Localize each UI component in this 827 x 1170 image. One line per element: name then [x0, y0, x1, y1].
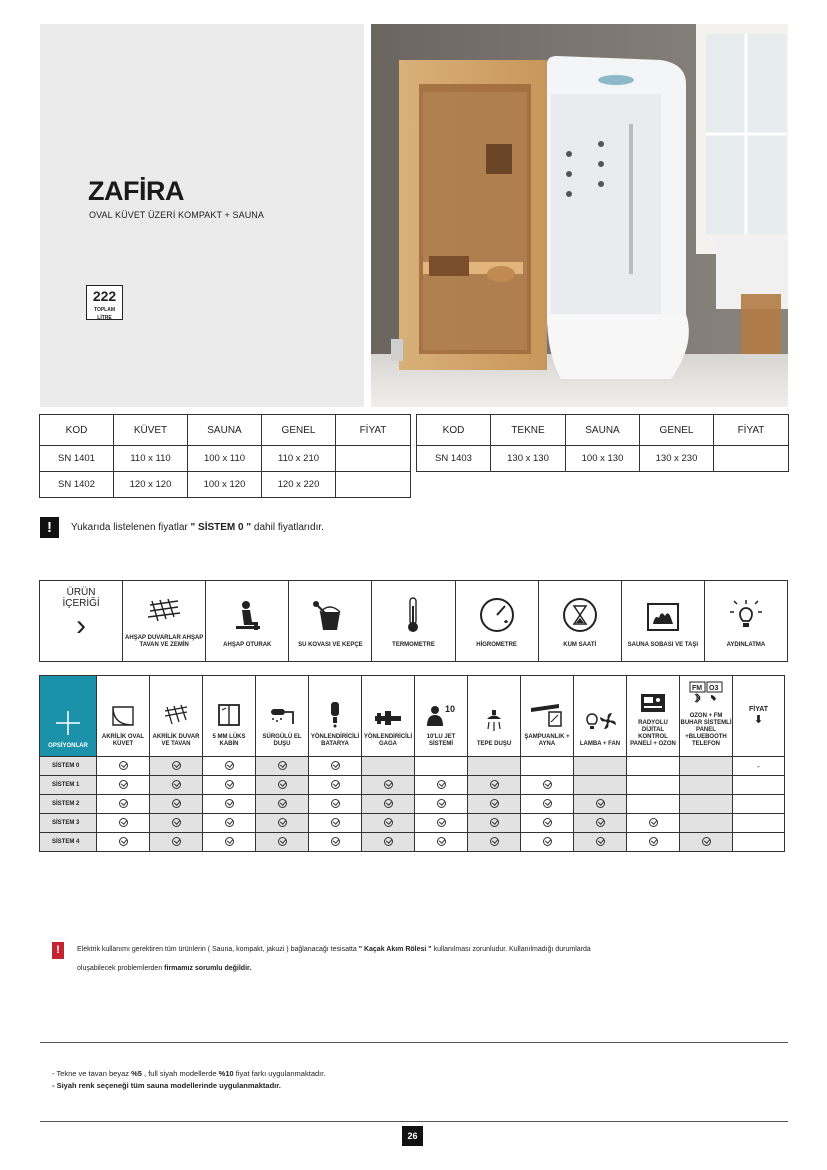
option-column: [680, 676, 733, 757]
chevron-right-icon: ›: [76, 609, 87, 642]
option-cell: [627, 776, 680, 795]
option-cell: [150, 795, 203, 814]
option-cell: [97, 833, 150, 852]
option-label: SÜRGÜLÜ EL DUŞU: [262, 734, 302, 747]
system-price: -: [733, 757, 785, 776]
table1-header-code: KOD: [40, 415, 114, 446]
option-cell: [203, 757, 256, 776]
option-cell: [521, 795, 574, 814]
check-icon: [119, 780, 128, 789]
option-cell: [309, 814, 362, 833]
option-cell: [415, 814, 468, 833]
option-cell: [362, 814, 415, 833]
option-cell: [362, 795, 415, 814]
contents-item-label: KUM SAATİ: [563, 642, 597, 648]
contents-item: [123, 581, 206, 661]
table-cell: SN 1402: [40, 472, 114, 498]
option-column: [150, 676, 203, 757]
option-cell: [574, 833, 627, 852]
product-title: ZAFİRA: [88, 176, 184, 206]
table1-header-tub: KÜVET: [114, 415, 188, 446]
shelf-mirror-icon: [529, 702, 565, 728]
contents-item-label: AYDINLATMA: [726, 642, 766, 648]
check-icon: [649, 837, 658, 846]
system-row: [40, 757, 785, 776]
footnote-1-pre: - Tekne ve tavan beyaz: [52, 1069, 129, 1078]
check-icon: [384, 818, 393, 827]
page-number: 26: [402, 1126, 423, 1146]
option-cell: [627, 795, 680, 814]
table2-header-tub: TEKNE: [491, 415, 566, 446]
options-header-label: OPSİYONLAR: [48, 743, 88, 749]
check-icon: [225, 761, 234, 770]
contents-item: [289, 581, 372, 661]
option-cell: [97, 757, 150, 776]
option-column: [203, 676, 256, 757]
acrylic-tub-icon: [110, 704, 136, 728]
exclamation-icon: !: [40, 517, 59, 538]
option-label: RADYOLU DİJİTAL KONTROL PANELİ + OZON: [630, 720, 676, 747]
option-cell: [468, 814, 521, 833]
option-cell: [574, 776, 627, 795]
check-icon: [278, 799, 287, 808]
option-cell: [415, 833, 468, 852]
check-icon: [437, 837, 446, 846]
check-icon: [172, 761, 181, 770]
plus-icon: [54, 709, 82, 737]
check-icon: [119, 761, 128, 770]
table-cell: 100 x 130: [566, 446, 640, 472]
warning-pre: Elektrik kullanımı gerektiren tüm ürünlerin ( Sauna, kompakt, jakuzi ) bağlanacağı tesisatta: [77, 946, 357, 953]
table-cell: 100 x 120: [188, 472, 262, 498]
option-cell: [362, 776, 415, 795]
option-cell: [521, 776, 574, 795]
check-icon: [437, 799, 446, 808]
check-icon: [278, 837, 287, 846]
table2-header-code: KOD: [417, 415, 491, 446]
check-icon: [384, 780, 393, 789]
contents-item: [539, 581, 622, 661]
option-label: AKRİLİK OVAL KÜVET: [101, 734, 145, 747]
option-cell: [309, 795, 362, 814]
option-cell: [627, 833, 680, 852]
option-label: YÖNLENDİRİCİLİ BATARYA: [310, 734, 360, 747]
option-column: [362, 676, 415, 757]
notice-post: dahil fiyatlarıdır.: [253, 522, 324, 533]
check-icon: [172, 780, 181, 789]
option-column: [468, 676, 521, 757]
footnote-2: [52, 1080, 325, 1092]
check-icon: [490, 837, 499, 846]
check-icon: [702, 837, 711, 846]
system-label: SİSTEM 0: [40, 757, 97, 776]
option-cell: [309, 757, 362, 776]
option-cell: [309, 776, 362, 795]
option-cell: [680, 814, 733, 833]
check-icon: [278, 818, 287, 827]
option-cell: [468, 795, 521, 814]
ozone-tag: O3: [709, 685, 719, 692]
check-icon: [543, 799, 552, 808]
option-cell: [521, 814, 574, 833]
table1-header-sauna: SAUNA: [188, 415, 262, 446]
footnotes: [52, 1068, 325, 1092]
contents-item-label: AHŞAP DUVARLAR AHŞAP TAVAN VE ZEMİN: [125, 635, 204, 648]
warning-mid: kullanılması zorunludur. Kullanılmadığı durumlarda: [433, 946, 591, 953]
table2-header-price: FİYAT: [714, 415, 789, 446]
option-cell: [203, 814, 256, 833]
badge-label: TOPLAM LİTRE: [93, 307, 116, 321]
contents-item-label: SU KOVASI VE KEPÇE: [298, 642, 363, 648]
option-label: YÖNLENDİRİCİLİ GAGA: [363, 734, 413, 747]
electrical-warning: [52, 940, 732, 978]
capacity-badge: [86, 285, 123, 320]
contents-item-label: SAUNA SOBASI VE TAŞI: [627, 642, 698, 648]
check-icon: [596, 799, 605, 808]
wooden-lattice-icon: [146, 597, 182, 627]
check-icon: [172, 837, 181, 846]
option-cell: [256, 795, 309, 814]
bluetooth-panel-icon: [689, 681, 723, 707]
check-icon: [331, 761, 340, 770]
warning-text: [52, 940, 732, 978]
warning-icon: !: [52, 942, 64, 959]
contents-item-label: HİGROMETRE: [476, 642, 517, 648]
check-icon: [437, 818, 446, 827]
system-price: [733, 833, 785, 852]
option-column: [627, 676, 680, 757]
option-cell: [468, 757, 521, 776]
option-cell: [680, 795, 733, 814]
system-price: [733, 795, 785, 814]
option-cell: [680, 776, 733, 795]
check-icon: [119, 799, 128, 808]
table-cell: SN 1401: [40, 446, 114, 472]
lightbulb-icon: [728, 598, 764, 634]
option-cell: [362, 833, 415, 852]
check-icon: [437, 780, 446, 789]
system-label: SİSTEM 4: [40, 833, 97, 852]
check-icon: [225, 818, 234, 827]
option-column: [256, 676, 309, 757]
option-cell: [574, 757, 627, 776]
option-cell: [680, 833, 733, 852]
thermometer-icon: [403, 596, 423, 634]
radio-panel-icon: [639, 692, 667, 714]
footnote-2-text: - Siyah renk seçeneği tüm sauna modellerinde uygulanmaktadır.: [52, 1081, 281, 1090]
table-cell: 130 x 130: [491, 446, 566, 472]
table-cell: 110 x 210: [262, 446, 336, 472]
system-row: [40, 814, 785, 833]
option-column: [415, 676, 468, 757]
option-column: [574, 676, 627, 757]
check-icon: [119, 837, 128, 846]
hygrometer-icon: [478, 596, 516, 634]
footnote-1: [52, 1068, 325, 1080]
table-cell: [714, 446, 789, 472]
option-cell: [150, 814, 203, 833]
option-cell: [415, 776, 468, 795]
check-icon: [172, 799, 181, 808]
option-cell: [574, 795, 627, 814]
option-cell: [97, 814, 150, 833]
option-cell: [150, 757, 203, 776]
valve-icon: [373, 708, 403, 728]
system-label: SİSTEM 2: [40, 795, 97, 814]
option-label: 10'LU JET SİSTEMİ: [426, 734, 456, 747]
contents-item: [206, 581, 289, 661]
option-label: TEPE DUŞU: [476, 741, 512, 747]
contents-item: [622, 581, 705, 661]
check-icon: [543, 780, 552, 789]
bucket-ladle-icon: [312, 600, 348, 634]
option-cell: [362, 757, 415, 776]
divider: [40, 1042, 788, 1043]
check-icon: [490, 799, 499, 808]
check-icon: [278, 780, 287, 789]
system-price: [733, 776, 785, 795]
option-label: ŞAMPUANLIK + AYNA: [524, 734, 570, 747]
check-icon: [596, 818, 605, 827]
table-cell: [336, 446, 411, 472]
system-label: SİSTEM 1: [40, 776, 97, 795]
check-icon: [543, 837, 552, 846]
check-icon: [331, 818, 340, 827]
fm-tag: FM: [692, 685, 703, 692]
check-icon: [119, 818, 128, 827]
option-label: 5 MM LÜKS KABİN: [212, 734, 246, 747]
table2-header-sauna: SAUNA: [566, 415, 640, 446]
option-label: AKRİLİK DUVAR VE TAVAN: [152, 734, 200, 747]
check-icon: [331, 799, 340, 808]
system-price: [733, 814, 785, 833]
table-cell: 100 x 110: [188, 446, 262, 472]
glass-cabin-icon: [216, 702, 242, 728]
system-label: SİSTEM 3: [40, 814, 97, 833]
price-notice: [40, 517, 324, 538]
jet-system-icon: [423, 702, 459, 728]
table-cell: 130 x 230: [640, 446, 714, 472]
contents-item-label: AHŞAP OTURAK: [223, 642, 272, 648]
check-icon: [649, 818, 658, 827]
table1-header-total: GENEL: [262, 415, 336, 446]
product-subtitle: OVAL KÜVET ÜZERİ KOMPAKT + SAUNA: [89, 210, 264, 220]
option-cell: [256, 757, 309, 776]
warning-relay: " Kaçak Akım Rölesi ": [358, 946, 432, 953]
table1-header-price: FİYAT: [336, 415, 411, 446]
check-icon: [384, 799, 393, 808]
arrow-down-icon: ⬇: [753, 714, 764, 726]
price-table-1: [39, 414, 411, 498]
check-icon: [490, 780, 499, 789]
footnote-1-post: fiyat farkı uygulanmaktadır.: [235, 1069, 326, 1078]
hourglass-icon: [561, 596, 599, 634]
badge-number: 222: [92, 288, 117, 304]
check-icon: [278, 761, 287, 770]
check-icon: [225, 799, 234, 808]
option-cell: [468, 776, 521, 795]
price-column-header: [733, 676, 785, 757]
option-cell: [627, 757, 680, 776]
divider: [40, 1121, 788, 1122]
check-icon: [225, 837, 234, 846]
option-cell: [574, 814, 627, 833]
option-cell: [256, 776, 309, 795]
check-icon: [172, 818, 181, 827]
option-cell: [521, 757, 574, 776]
product-contents: [39, 580, 788, 662]
system-row: [40, 795, 785, 814]
system-row: [40, 833, 785, 852]
option-column: [521, 676, 574, 757]
contents-item: [705, 581, 787, 661]
option-cell: [415, 795, 468, 814]
check-icon: [331, 780, 340, 789]
table-cell: 120 x 120: [114, 472, 188, 498]
option-column: [309, 676, 362, 757]
lamp-fan-icon: [582, 709, 618, 735]
option-cell: [256, 814, 309, 833]
warning-line2-pre: oluşabilecek problemlerden: [77, 965, 163, 972]
option-cell: [97, 795, 150, 814]
option-cell: [415, 757, 468, 776]
check-icon: [225, 780, 234, 789]
option-cell: [468, 833, 521, 852]
seated-person-icon: [232, 600, 262, 634]
options-header-cell: [40, 676, 97, 757]
system-row: [40, 776, 785, 795]
faucet-icon: [325, 700, 345, 728]
warning-line2-bold: firmamız sorumlu değildir.: [164, 965, 252, 972]
footnote-1-mid: , full siyah modellerde: [144, 1069, 217, 1078]
table-cell: SN 1403: [417, 446, 491, 472]
option-cell: [97, 776, 150, 795]
rain-shower-icon: [483, 709, 505, 735]
table-cell: [336, 472, 411, 498]
check-icon: [596, 837, 605, 846]
option-cell: [203, 776, 256, 795]
check-icon: [490, 818, 499, 827]
jet-badge: 10: [445, 704, 456, 714]
option-label: LAMBA + FAN: [579, 741, 621, 747]
option-cell: [627, 814, 680, 833]
option-cell: [521, 833, 574, 852]
option-cell: [203, 795, 256, 814]
option-cell: [256, 833, 309, 852]
option-cell: [150, 776, 203, 795]
check-icon: [384, 837, 393, 846]
sauna-stove-icon: [645, 600, 681, 634]
contents-item: [456, 581, 539, 661]
options-table: [39, 675, 785, 852]
contents-title-cell: [40, 581, 123, 661]
hand-shower-icon: [267, 704, 297, 728]
contents-item-label: TERMOMETRE: [392, 642, 435, 648]
acrylic-wall-icon: [162, 704, 190, 728]
check-icon: [331, 837, 340, 846]
contents-title-line2: İÇERİĞİ: [62, 598, 100, 609]
notice-highlight: " SİSTEM 0 ": [190, 522, 252, 533]
option-cell: [150, 833, 203, 852]
contents-title-line1: ÜRÜN: [66, 587, 96, 598]
product-photo: [371, 24, 788, 407]
footnote-1-pct2: %10: [218, 1069, 234, 1078]
table2-header-total: GENEL: [640, 415, 714, 446]
option-cell: [680, 757, 733, 776]
option-cell: [309, 833, 362, 852]
price-header-label: FİYAT: [748, 706, 769, 713]
notice-pre: Yukarıda listelenen fiyatlar: [71, 522, 188, 533]
footnote-1-pct1: %5: [131, 1069, 142, 1078]
table-cell: 110 x 110: [114, 446, 188, 472]
option-cell: [203, 833, 256, 852]
contents-item: [372, 581, 455, 661]
check-icon: [543, 818, 552, 827]
option-column: [97, 676, 150, 757]
option-label: OZON + FM BUHAR SİSTEMLİ PANEL +BLUEBOOTH TELEFON: [680, 713, 732, 747]
table-cell: 120 x 220: [262, 472, 336, 498]
price-table-2: [416, 414, 789, 472]
